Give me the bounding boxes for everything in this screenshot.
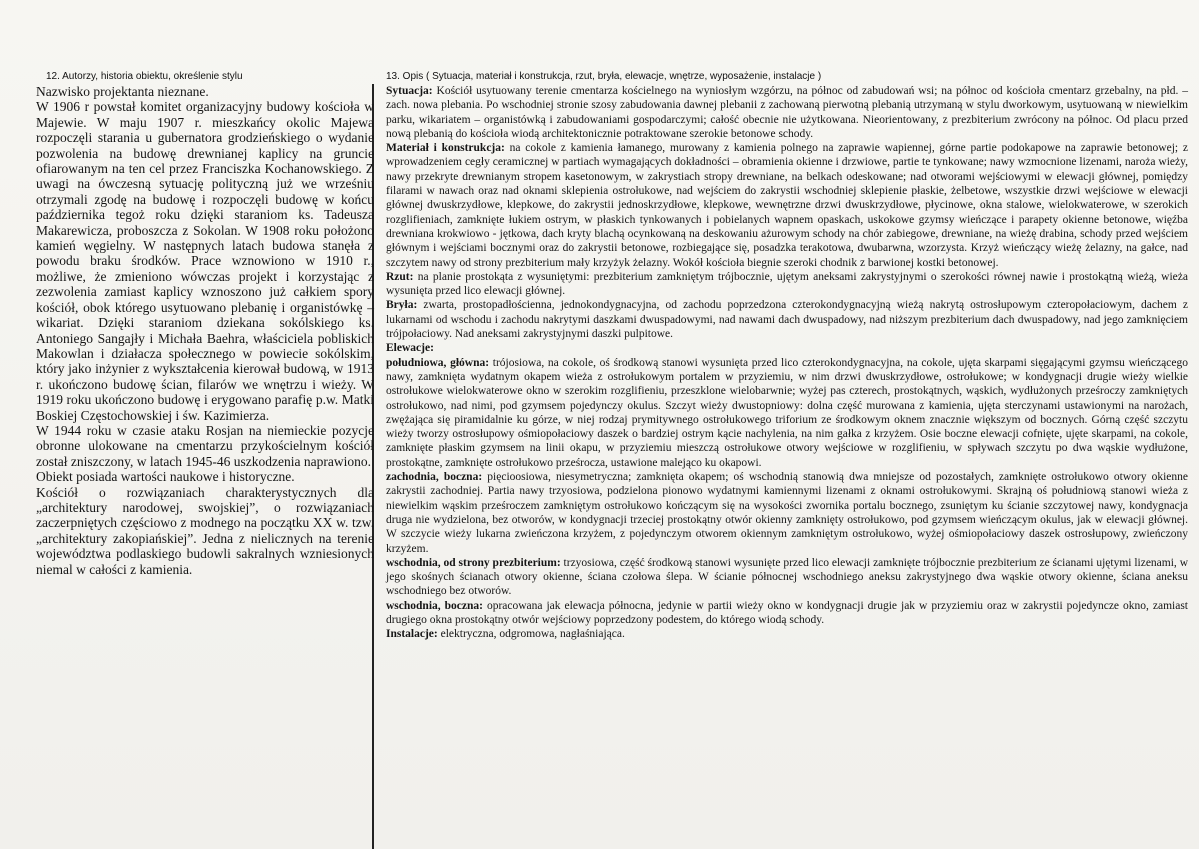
construction-history-paragraph: W 1906 r powstał komitet organizacyjny budowy kościoła w Majewie. W maju 1907 r. mieszkańcy okolic Majewa rozpoczęli starania u gubernatora grodzieńskiego o wydanie pozwolenia na budowę drewnianej kaplicy na gruncie ofiarowanym na ten cel przez Franciszka Kochanowskiego. Z uwagi na ówczesną sytuację polityczną już we wrześniu otrzymali zgodę na budowę i rozpoczęli budowę w końcu października tegoż roku dzięki staraniom ks. Tadeusza Makarewicza, proboszcza z Sokolan. W 1908 roku położono kamień węgielny. W następnych latach budowa stanęła z powodu braku środków. Prace wznowiono w 1910 r., możliwe, że zmieniono wówczas projekt i korzystając z zezwolenia zamiast kaplicy wznoszono już całkiem spory kościół, obok którego usytuowano plebanię i organistówkę – wikariat. Dzięki staraniom dziekana sokólskiego ks. Antoniego Sangajły i Michała Baehra, właściciela pobliskich Makowlan i działacza społecznego w powiecie sokólskim, który jako inżynier z wykształcenia kierował budową, w 1913 r. ukończono budowę ścian, filarów we wnętrzu i wieży. W 1919 roku ukończono budowę i erygowano parafię p.w. Matki Boskiej Częstochowskiej i św. Kazimierza. xyxy=(36,99,374,423)
zachodnia-text: pięcioosiowa, niesymetryczna; zamknięta okapem; oś wschodnią stanowią dwa mniejsze od pozostałych, zamknięte ostrołukowo otwory okienne zakrystii zachodniej. Partia nawy trzyosiowa, podzielona pionowo wydatnymi kamiennymi lizenami z oknami ostrołukowymi. Skrajną oś południową stanowi wieża z niewielkim wąskim prześroczem zamkniętym ostrołukowo kończącym się na wysokości zwornika portalu bocznego, zsuniętym ku ścianie szczytowej nawy, kondygnacja druga nie wydzielona, bez otworów, w kondygnacji trzeciej prostokątny otwór okienny zamknięty ostrołukowo, pod gzymsem wieńczącym okulus, jak w elewacji głównej. W szczycie wieży lukarna zwieńczona krzyżem, z pojedynczym otworem okiennym zamkniętym ostrołukowo, wyżej ośmiopołaciowy daszek ostrosłupowy, zwieńczony krzyżem. xyxy=(386,471,1189,555)
wschodnia-boczna-label: wschodnia, boczna: xyxy=(386,599,483,612)
zachodnia-label: zachodnia, boczna: xyxy=(386,471,483,484)
zachodnia-paragraph xyxy=(386,470,1188,556)
elewacje-heading xyxy=(386,341,1188,355)
rzut-paragraph xyxy=(386,270,1188,299)
war-damage-paragraph: W 1944 roku w czasie ataku Rosjan na niemieckie pozycje obronne ulokowane na cmentarzu przykościelnym kościół został zniszczony, w latach 1945-46 uszkodzenia naprawiono. xyxy=(36,422,374,469)
value-paragraph: Obiekt posiada wartości naukowe i historyczne. xyxy=(36,469,295,485)
sytuacja-label: Sytuacja: xyxy=(386,85,433,97)
description-column xyxy=(386,84,1188,642)
style-paragraph: Kościół o rozwiązaniach charakterystycznych dla „architektury narodowej, swojskiej”, o rozwiązaniach zaczerpniętych częściowo z modnego na początku XX w. tzw. „architektury zakopiańskiej”. Jedna z nielicznych na terenie województwa podlaskiego budowli sakralnych wzniesionych niemal w całości z kamienia. xyxy=(36,484,374,577)
instalacje-text: elektryczna, odgromowa, nagłaśniająca. xyxy=(437,628,625,641)
history-column xyxy=(36,84,374,577)
wschodnia-boczna-text: opracowana jak elewacja północna, jedynie w partii wieży okno w kondygnacji drugie jak w przyziemiu oraz w zakrystii pojedyncze okno, zamiast drugiego okna prostokątny otwór wejściowy poprzedzony podestem, do którego wiodą schody. xyxy=(386,599,1188,626)
wschodnia-prezbiterium-text: trzyosiowa, część środkową stanowi wysunięte przed lico elewacji zamknięte trójbocznie prezbiterium ze ścianami ujętymi lizenami, w jego skośnych ścianach otwory okienne, ściana czołowa ślepa. W ścianie północnej wschodniego aneksu zakrystyjnego dwa wąskie otwory okienne, ściana aneksu wschodniego bez otworów. xyxy=(386,556,1188,598)
wschodnia-boczna-paragraph xyxy=(386,599,1188,628)
rzut-text: na planie prostokąta z wysuniętymi: prezbiterium zamkniętym trójbocznie, ujętym aneksami zakrystyjnymi o szerokości równej nawie i prostokątną wieżą, wieża wysunięta przed lico elewacji głównej. xyxy=(386,270,1188,298)
bryla-label: Bryła: xyxy=(386,299,418,312)
wschodnia-prezbiterium-label: wschodnia, od strony prezbiterium: xyxy=(386,556,561,569)
rzut-label: Rzut: xyxy=(386,270,414,283)
bryla-text: zwarta, prostopadłościenna, jednokondygnacyjna, od zachodu poprzedzona czterokondygnacyjną wieżą nakrytą ostrosłupowym czteropołaciowym, dachem z lukarnami od wschodu i zachodu nakrytymi daszkami dwuspadowymi, nad nawami dach dwuspadowy, nad niższym prezbiterium dach dwuspadowy, nad jego zamknięciem trójpołaciowy. Nad aneksami zakrystyjnymi daszki pulpitowe. xyxy=(386,299,1188,341)
sytuacja-text: Kościół usytuowany terenie cmentarza kościelnego na wyniosłym wzgórzu, na północ od zabudowań wsi; na północ od kościoła cmentarz grzebalny, na płd. – zach. nowa plebania. Po wschodniej stronie szosy zabudowania dawnej plebanii z zachowaną pierwotną plebanią utrzymaną w stylu dworkowym, usytuowaną w niewielkim parku, wikariatem – organistówką i zabudowaniami gospodarczymi; całość obecnie nie użytkowana. Nieorientowany, z prezbiterium zwrócony na północ. Od placu przed nową plebanią do kościoła wiodą architektonicznie potraktowane szerokie betonowe schody. xyxy=(386,85,1188,140)
wschodnia-prezbiterium-paragraph xyxy=(386,556,1188,599)
instalacje-paragraph xyxy=(386,627,1188,641)
poludniowa-text: trójosiowa, na cokole, oś środkową stanowi wysunięta przed lico czterokondygnacyjna, na cokole, ujęta skarpami sięgającymi gzymsu wieńczącego nawy, zamknięta wydatnym okapem wieża z ostrołukowym portalem w przyziemiu, w nim drzwi dwuskrzydłowe, ostrołukowe; w kondygnacji drugie wieży wielkie ostrołukowe wielokwaterowe okno w szerokim rozglifieniu, przeszklone wielobarwnie; wyżej pas czterech, prostokątnych, wąskich, wydłużonych prześroczy zamkniętych ostrołukowo, nad nimi, pod gzymsem pojedynczy okulus. Szczyt wieży dwustopniowy: dolna część murowana z kamienia, ujęta sterczynami ustawionymi na narożach, zwężająca się piramidalnie ku górze, w niej rodzaj prymitywnego ostrołukowego triforium ze środkowym oknem znacznie większym od bocznych. Górną część szczytu wieży tworzy ostrosłupowy ośmiopołaciowy daszek o bardziej ostrym kącie nachylenia, na nim gałka z krzyżem. Osie boczne elewacji cofnięte, ujęte skarpami, na cokole, zamknięte płaskim gzymsem na linii okapu, w przyziemiu mieszczą ostrołukowe otwory wejściowe w rozglifieniu, w spływach szczytu po dwa wąskie wydłużone, prostokątne, zamknięte ostrołukowo prześrocza, ustawione malejąco ku okapowi. xyxy=(386,356,1188,469)
bryla-paragraph xyxy=(386,298,1188,341)
designer-paragraph: Nazwisko projektanta nieznane. xyxy=(36,84,209,99)
instalacje-label: Instalacje: xyxy=(386,628,438,641)
sytuacja-paragraph xyxy=(386,84,1188,141)
elewacje-label: Elewacje: xyxy=(386,342,434,355)
section-13-header: 13. Opis ( Sytuacja, materiał i konstrukcja, rzut, bryła, elewacje, wnętrze, wyposażenie, instalacje ) xyxy=(386,71,822,82)
poludniowa-paragraph xyxy=(386,356,1188,470)
section-12-header: 12. Autorzy, historia obiektu, określenie stylu xyxy=(46,71,243,82)
material-paragraph xyxy=(386,141,1188,270)
poludniowa-label: południowa, główna: xyxy=(386,356,490,369)
material-text: na cokole z kamienia łamanego, murowany z kamienia polnego na zaprawie wapiennej, górne partie podokapowe na zaprawie betonowej; z wprowadzeniem cegły ceramicznej w partiach wymagających dokładności – obramienia okienne i drzwiowe, partie te tynkowane; nawy wzmocnione lizenami, naroża wieży, nawy przekryte drewnianym stropem kasetonowym, w zakrystiach stropy drewniane, na belkach odeskowane; nad otworami wejściowymi w elewacji głównej, pomiędzy filarami w nawach oraz nad oknami sklepienia ostrołukowe, nad wejściem do zakrystii wschodniej sklepienie płaskie, żelbetowe, wszystkie drzwi wejściowe w elewacji głównej dwuskrzydłowe, klepkowe, do zakrystii jednoskrzydłowe, klepkowe, wewnętrzne drzwi dwuskrzydłowe, płycinowe, okna stalowe, wielokwaterowe, w szerokich rozglifieniach, zamknięte łukiem ostrym, w płaskich tynkowanych i pobielanych wapnem opaskach, uskokowe gzymsy wieńczące i parapety okienne betonowe, więźba drewniana krokwiowo - jętkowa, dach kryty blachą ocynkowaną na deskowaniu ażurowym schody na chór zabiegowe, drewniane, na wieżę drabina, schody przed wejściem głównym i wejściami bocznymi oraz do zakrystii betonowe, rozbiegające się, posadzka terakotowa, dwubarwna, wzorzysta. Krzyż wieńczący wieżę żelazny, na gałce, nad szczytem nawy od strony prezbiterium mały krzyżyk żelazny. Wokół kościoła biegnie szeroki chodnik z barwionej kostki betonowej. xyxy=(386,142,1188,269)
material-label: Materiał i konstrukcja: xyxy=(386,142,505,155)
